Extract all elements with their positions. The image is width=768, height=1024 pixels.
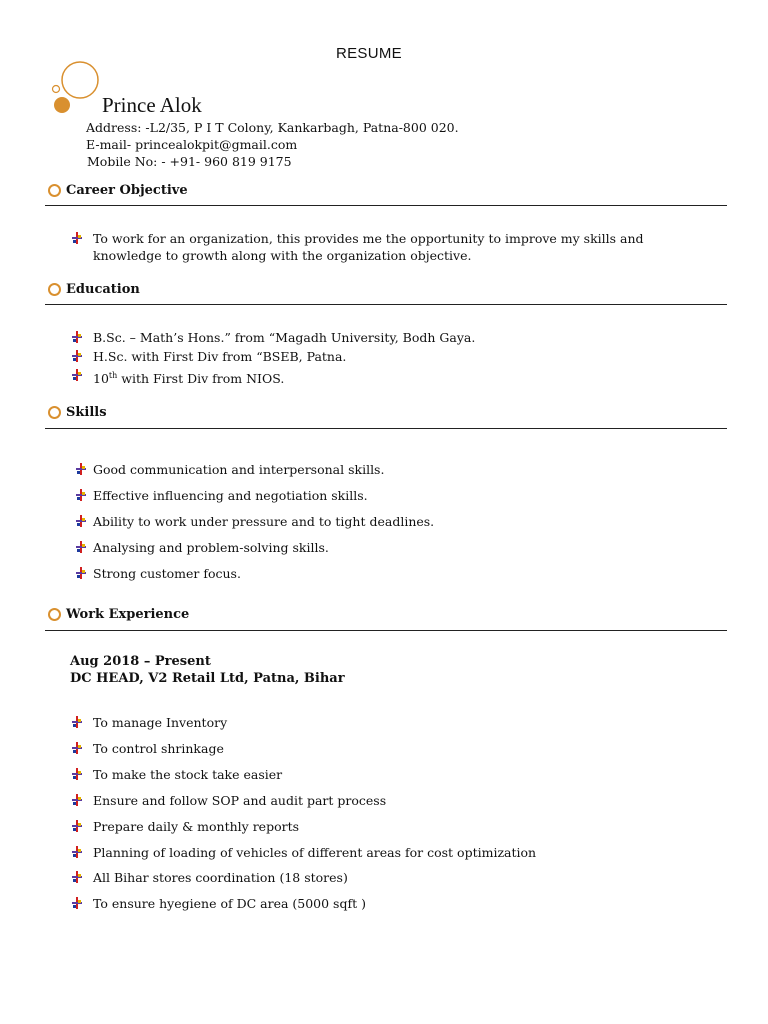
list-item-text: Planning of loading of vehicles of different areas for cost optimization — [93, 845, 537, 860]
list-item — [71, 818, 299, 835]
list-item-text: H.Sc. with First Div from “BSEB, Patna. — [93, 349, 347, 364]
list-item — [71, 766, 282, 783]
list-item-text: To work for an organization, this provides me the opportunity to improve my skills and knowledge to growth along with the organization objective. — [93, 231, 644, 263]
job-period: Aug 2018 – Present — [70, 654, 211, 669]
list-item-text: To manage Inventory — [93, 715, 228, 730]
colored-cross-bullet-icon — [71, 331, 83, 343]
circle-ring-icon — [48, 184, 61, 197]
list-item — [71, 367, 284, 387]
colored-cross-bullet-icon — [71, 716, 83, 728]
section-heading-skills — [48, 405, 107, 420]
candidate-name: Prince Alok — [102, 93, 202, 117]
list-item-text: To control shrinkage — [93, 741, 224, 756]
circle-ring-icon — [48, 406, 61, 419]
email-line: E-mail- princealokpit@gmail.com — [86, 137, 298, 152]
list-item — [71, 869, 348, 886]
list-item-text: 10th with First Div from NIOS. — [93, 371, 285, 387]
section-heading-label: Work Experience — [66, 607, 190, 622]
colored-cross-bullet-icon — [75, 567, 87, 579]
list-item — [75, 461, 384, 478]
list-item-text: Prepare daily & monthly reports — [93, 819, 300, 834]
list-item — [71, 792, 386, 809]
orange-circles-logo — [44, 58, 106, 118]
list-item — [71, 714, 227, 731]
colored-cross-bullet-icon — [75, 515, 87, 527]
list-item — [75, 513, 434, 530]
colored-cross-bullet-icon — [75, 489, 87, 501]
colored-cross-bullet-icon — [71, 794, 83, 806]
section-divider — [45, 428, 727, 429]
list-item-text: Good communication and interpersonal skills. — [93, 462, 385, 477]
section-heading-label: Skills — [66, 405, 107, 420]
circle-ring-icon — [48, 608, 61, 621]
list-item — [75, 539, 329, 556]
list-item-text: Ensure and follow SOP and audit part process — [93, 793, 387, 808]
list-item-text: B.Sc. – Math’s Hons.” from “Magadh University, Bodh Gaya. — [93, 330, 476, 345]
colored-cross-bullet-icon — [71, 369, 83, 381]
section-divider — [45, 630, 727, 631]
mobile-line: Mobile No: - +91- 960 819 9175 — [87, 154, 292, 169]
colored-cross-bullet-icon — [75, 463, 87, 475]
colored-cross-bullet-icon — [71, 768, 83, 780]
list-item-text: Ability to work under pressure and to tight deadlines. — [93, 514, 435, 529]
section-divider — [45, 205, 727, 206]
section-heading-label: Education — [66, 282, 140, 297]
section-heading-career-objective — [48, 183, 188, 198]
section-heading-label: Career Objective — [66, 183, 188, 198]
address-line: Address: -L2/35, P I T Colony, Kankarbagh, Patna-800 020. — [86, 120, 459, 135]
colored-cross-bullet-icon — [71, 350, 83, 362]
circle-ring-icon — [48, 283, 61, 296]
list-item-text: To make the stock take easier — [93, 767, 283, 782]
list-item-text: All Bihar stores coordination (18 stores) — [93, 870, 348, 885]
list-item-text: Analysing and problem-solving skills. — [93, 540, 329, 555]
list-item — [75, 487, 368, 504]
colored-cross-bullet-icon — [71, 742, 83, 754]
job-role: DC HEAD, V2 Retail Ltd, Patna, Bihar — [70, 671, 345, 686]
list-item-text: To ensure hyegiene of DC area (5000 sqft ) — [93, 896, 366, 911]
section-heading-education — [48, 282, 140, 297]
colored-cross-bullet-icon — [71, 820, 83, 832]
list-item — [71, 895, 366, 912]
list-item — [71, 329, 475, 346]
section-divider — [45, 304, 727, 305]
list-item-text: Strong customer focus. — [93, 566, 241, 581]
colored-cross-bullet-icon — [71, 232, 83, 244]
list-item — [71, 230, 681, 264]
colored-cross-bullet-icon — [75, 541, 87, 553]
colored-cross-bullet-icon — [71, 897, 83, 909]
section-heading-work-experience — [48, 607, 189, 622]
list-item — [71, 844, 536, 861]
list-item-text: Effective influencing and negotiation skills. — [93, 488, 368, 503]
colored-cross-bullet-icon — [71, 846, 83, 858]
list-item — [71, 348, 346, 365]
list-item — [71, 740, 224, 757]
colored-cross-bullet-icon — [71, 871, 83, 883]
list-item — [75, 565, 241, 582]
document-title: RESUME — [336, 45, 402, 62]
